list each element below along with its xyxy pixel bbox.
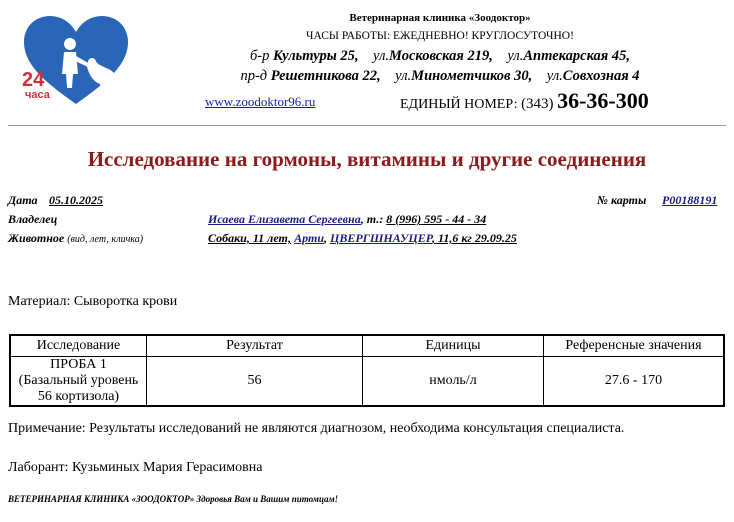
address-line-2 <box>210 68 670 85</box>
owner-value <box>208 212 486 227</box>
address-prefix: б-р <box>249 48 273 64</box>
badge-text: часа <box>25 89 50 101</box>
clinic-logo <box>20 12 132 108</box>
lab-technician: Лаборант: Кузьминых Мария Герасимовна <box>8 460 263 475</box>
footer-text: ВЕТЕРИНАРНАЯ КЛИНИКА «ЗООДОКТОР» Здоровья Вам и Вашим питомцам! <box>8 494 339 504</box>
address-prefix: ул. <box>395 68 412 84</box>
animal-name-link[interactable]: Арти <box>294 231 324 245</box>
address-prefix: ул. <box>373 48 390 64</box>
address-prefix: ул. <box>507 48 524 64</box>
result-cell: 56 <box>147 357 363 407</box>
phone-number: 36-36-300 <box>557 88 649 113</box>
animal-label-text: Животное <box>8 231 65 245</box>
animal-weight: , 11,6 кг 29.09.25 <box>431 231 517 245</box>
working-hours: ЧАСЫ РАБОТЫ: ЕЖЕДНЕВНО! КРУГЛОСУТОЧНО! <box>306 30 574 42</box>
phone-label: ЕДИНЫЙ НОМЕР: <box>400 97 518 112</box>
animal-breed-link[interactable]: ЦВЕРГШНАУЦЕР <box>330 231 432 245</box>
clinic-name: Ветеринарная клиника «Зоодоктор» <box>349 12 531 24</box>
test-name-cell: ПРОБА 1 (Базальный уровень 56 кортизола) <box>10 357 147 407</box>
results-table <box>9 334 725 407</box>
owner-phone-label: , т.: <box>360 212 384 226</box>
date-value <box>49 193 103 208</box>
units-cell: нмоль/л <box>363 357 544 407</box>
card-number-link[interactable]: P00188191 <box>662 193 718 207</box>
phone-line <box>400 88 649 114</box>
column-header: Результат <box>147 335 363 357</box>
card-number <box>662 193 717 208</box>
material-line: Материал: Сыворотка крови <box>8 294 178 309</box>
address-name: Решетникова 22, <box>270 68 381 84</box>
address-name: Аптекарская 45, <box>523 48 631 64</box>
date-label: Дата <box>8 193 38 207</box>
column-header: Единицы <box>363 335 544 357</box>
reference-cell: 27.6 - 170 <box>544 357 725 407</box>
owner-phone: 8 (996) 595 - 44 - 34 <box>386 212 487 226</box>
note-text: Примечание: Результаты исследований не являются диагнозом, необходима консультация специалиста. <box>8 421 625 436</box>
animal-value: Собаки, 11 лет, Арти, ЦВЕРГШНАУЦЕР, 11,6 кг 29.09.25 <box>208 231 517 245</box>
document-title: Исследование на гормоны, витамины и другие соединения <box>87 147 647 171</box>
date-value-text: 05.10.2025 <box>49 193 103 207</box>
phone-code: (343) <box>521 96 554 112</box>
address-prefix: ул. <box>546 68 563 84</box>
owner-label: Владелец <box>8 212 58 226</box>
header-divider <box>8 125 726 126</box>
address-line-1 <box>220 48 660 65</box>
column-header: Референсные значения <box>544 335 725 357</box>
address-prefix: пр-д <box>240 68 271 84</box>
animal-label <box>8 231 143 246</box>
card-label: № карты <box>597 193 647 207</box>
table-row <box>10 357 724 407</box>
table-header-row <box>10 335 724 357</box>
badge-number: 24 <box>22 69 45 91</box>
website-link[interactable]: www.zoodoktor96.ru <box>205 94 316 109</box>
address-name: Московская 219, <box>389 48 493 64</box>
animal-hint: (вид, лет, кличка) <box>67 234 144 245</box>
column-header: Исследование <box>10 335 147 357</box>
animal-species-age: Собаки, 11 лет, <box>208 231 292 245</box>
address-name: Минометчиков 30, <box>411 68 533 84</box>
address-name: Культуры 25, <box>272 48 359 64</box>
address-name: Совхозная 4 <box>562 68 640 84</box>
owner-name-link[interactable]: Исаева Елизавета Сергеевна <box>208 212 361 226</box>
